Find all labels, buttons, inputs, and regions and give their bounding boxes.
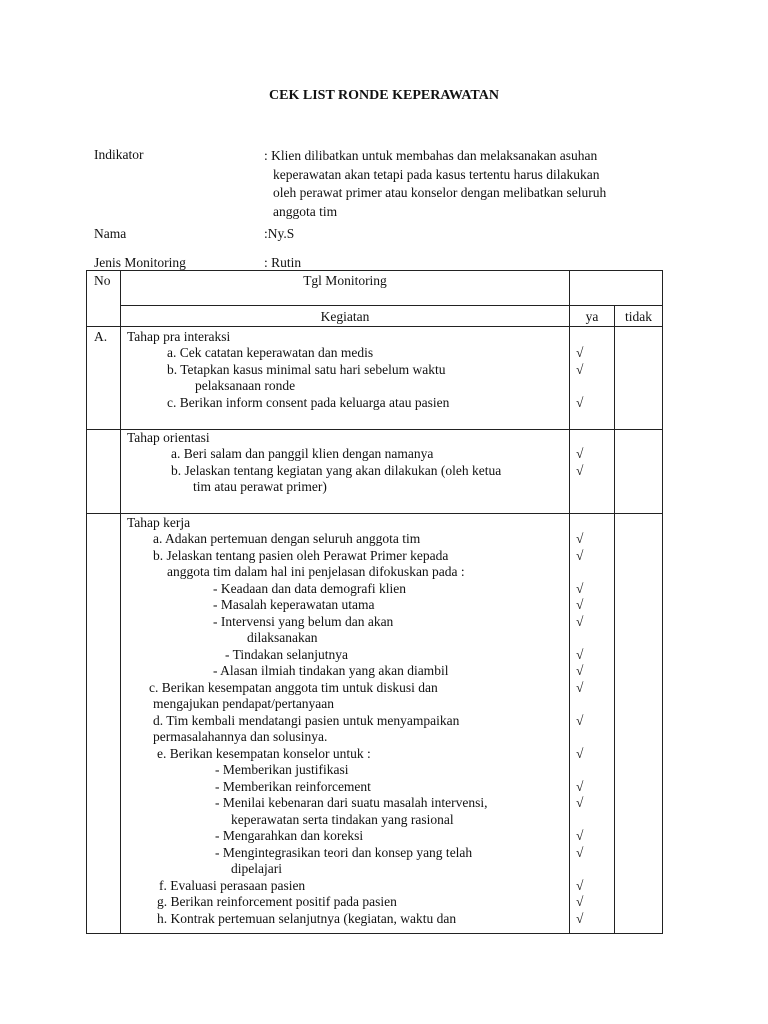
check-empty: [576, 696, 614, 713]
checklist-item: - Memberikan justifikasi: [215, 762, 349, 777]
checklist-item: a. Adakan pertemuan dengan seluruh anggota tim: [153, 531, 421, 546]
section-number: [87, 429, 121, 513]
check-mark: √: [576, 394, 584, 410]
check-mark: √: [576, 462, 584, 478]
section-number: [87, 513, 121, 933]
checklist-item: pelaksanaan ronde: [195, 378, 296, 393]
check-mark: √: [576, 795, 584, 810]
check-mark: √: [576, 778, 584, 794]
check-mark: √: [576, 745, 584, 761]
check-empty: [576, 762, 614, 779]
tidak-column: [615, 513, 663, 933]
checklist-item: b. Tetapkan kasus minimal satu hari sebelum waktu: [167, 361, 446, 377]
checklist-item: anggota tim dalam hal ini penjelasan difokuskan pada :: [167, 564, 465, 579]
indikator-line: anggota tim: [273, 203, 338, 219]
check-empty: [576, 515, 614, 532]
header-no: No: [87, 271, 121, 327]
checklist-item: - Mengarahkan dan koreksi: [215, 828, 364, 843]
page-title: CEK LIST RONDE KEPERAWATAN: [269, 88, 499, 103]
nama-label: Nama: [94, 226, 127, 241]
checklist-item: b. Jelaskan tentang kegiatan yang akan dilakukan (oleh ketua: [171, 462, 502, 478]
checklist-item: tim atau perawat primer): [193, 479, 327, 494]
check-mark: √: [576, 345, 584, 360]
indikator-line: : Klien dilibatkan untuk membahas dan melaksanakan asuhan: [264, 148, 598, 163]
check-empty: [576, 812, 614, 829]
check-mark: √: [576, 894, 584, 909]
indikator-value: [264, 147, 664, 221]
section-title: Tahap pra interaksi: [127, 328, 231, 344]
checklist-item: dipelajari: [231, 861, 282, 876]
checklist-item: - Tindakan selanjutnya: [225, 646, 348, 662]
check-mark: √: [576, 679, 584, 695]
check-mark: √: [576, 361, 584, 377]
checklist-item: - Alasan ilmiah tindakan yang akan diambil: [213, 663, 449, 678]
header-blank: [570, 271, 663, 306]
ya-column: [570, 513, 615, 933]
section-title: Tahap kerja: [127, 514, 191, 530]
checklist-item: a. Cek catatan keperawatan dan medis: [167, 345, 374, 360]
section-items: [121, 513, 570, 933]
section-row: [87, 513, 663, 933]
header-ya: ya: [570, 306, 615, 327]
checklist-item: - Intervensi yang belum dan akan: [213, 613, 394, 629]
checklist-item: - Memberikan reinforcement: [215, 778, 371, 794]
check-mark: √: [576, 877, 584, 893]
checklist-item: c. Berikan kesempatan anggota tim untuk diskusi dan: [149, 679, 438, 695]
check-mark: √: [576, 531, 584, 546]
tidak-column: [615, 326, 663, 429]
section-number: A.: [87, 326, 121, 429]
check-empty: [576, 329, 614, 346]
checklist-item: b. Jelaskan tentang pasien oleh Perawat Primer kepada: [153, 547, 449, 563]
check-mark: √: [576, 613, 584, 629]
checklist-item: - Keadaan dan data demografi klien: [213, 580, 407, 596]
check-empty: [576, 479, 614, 496]
table-header-row: [87, 271, 663, 306]
checklist-item: dilaksanakan: [247, 630, 318, 645]
ya-column: [570, 429, 615, 513]
checklist-item: - Mengintegrasikan teori dan konsep yang telah: [215, 844, 473, 860]
checklist-item: h. Kontrak pertemuan selanjutnya (kegiatan, waktu dan: [157, 910, 457, 926]
table-subheader-row: [87, 306, 663, 327]
check-mark: √: [576, 828, 584, 843]
check-mark: √: [576, 597, 584, 612]
section-title: Tahap orientasi: [127, 429, 210, 445]
check-empty: [576, 430, 614, 447]
checklist-item: g. Berikan reinforcement positif pada pasien: [157, 894, 397, 909]
checklist-item: keperawatan serta tindakan yang rasional: [231, 811, 454, 827]
section-items: [121, 326, 570, 429]
check-empty: [576, 378, 614, 395]
jenis-monitoring-label: Jenis Monitoring: [94, 255, 186, 270]
section-items: [121, 429, 570, 513]
checklist-item: c. Berikan inform consent pada keluarga atau pasien: [167, 394, 450, 410]
header-tgl-monitoring: Tgl Monitoring: [121, 271, 570, 306]
section-row: [87, 429, 663, 513]
jenis-monitoring-value: : Rutin: [264, 255, 302, 270]
header-tidak: tidak: [615, 306, 663, 327]
check-mark: √: [576, 712, 584, 728]
header-kegiatan: Kegiatan: [121, 306, 570, 327]
checklist-item: permasalahannya dan solusinya.: [153, 729, 328, 744]
indikator-label: Indikator: [94, 147, 144, 162]
checklist-item: - Menilai kebenaran dari suatu masalah intervensi,: [215, 795, 488, 810]
checklist-item: a. Beri salam dan panggil klien dengan namanya: [171, 446, 434, 461]
indikator-line: oleh perawat primer atau konselor dengan melibatkan seluruh: [273, 185, 607, 200]
section-row: [87, 326, 663, 429]
check-empty: [576, 729, 614, 746]
check-mark: √: [576, 663, 584, 678]
check-mark: √: [576, 646, 584, 662]
check-empty: [576, 630, 614, 647]
checklist-item: f. Evaluasi perasaan pasien: [159, 877, 306, 893]
tidak-column: [615, 429, 663, 513]
check-empty: [576, 564, 614, 581]
check-mark: √: [576, 844, 584, 860]
check-mark: √: [576, 446, 584, 461]
check-mark: √: [576, 580, 584, 596]
checklist-item: e. Berikan kesempatan konselor untuk :: [157, 745, 371, 761]
checklist-item: - Masalah keperawatan utama: [213, 597, 375, 612]
nama-value: :Ny.S: [264, 226, 295, 241]
ya-column: [570, 326, 615, 429]
checklist-item: d. Tim kembali mendatangi pasien untuk menyampaikan: [153, 712, 460, 728]
checklist-item: mengajukan pendapat/pertanyaan: [153, 696, 335, 711]
checklist-table: [86, 270, 663, 934]
check-mark: √: [576, 547, 584, 563]
check-empty: [576, 861, 614, 878]
check-mark: √: [576, 910, 584, 926]
indikator-line: keperawatan akan tetapi pada kasus tertentu harus dilakukan: [273, 166, 600, 182]
